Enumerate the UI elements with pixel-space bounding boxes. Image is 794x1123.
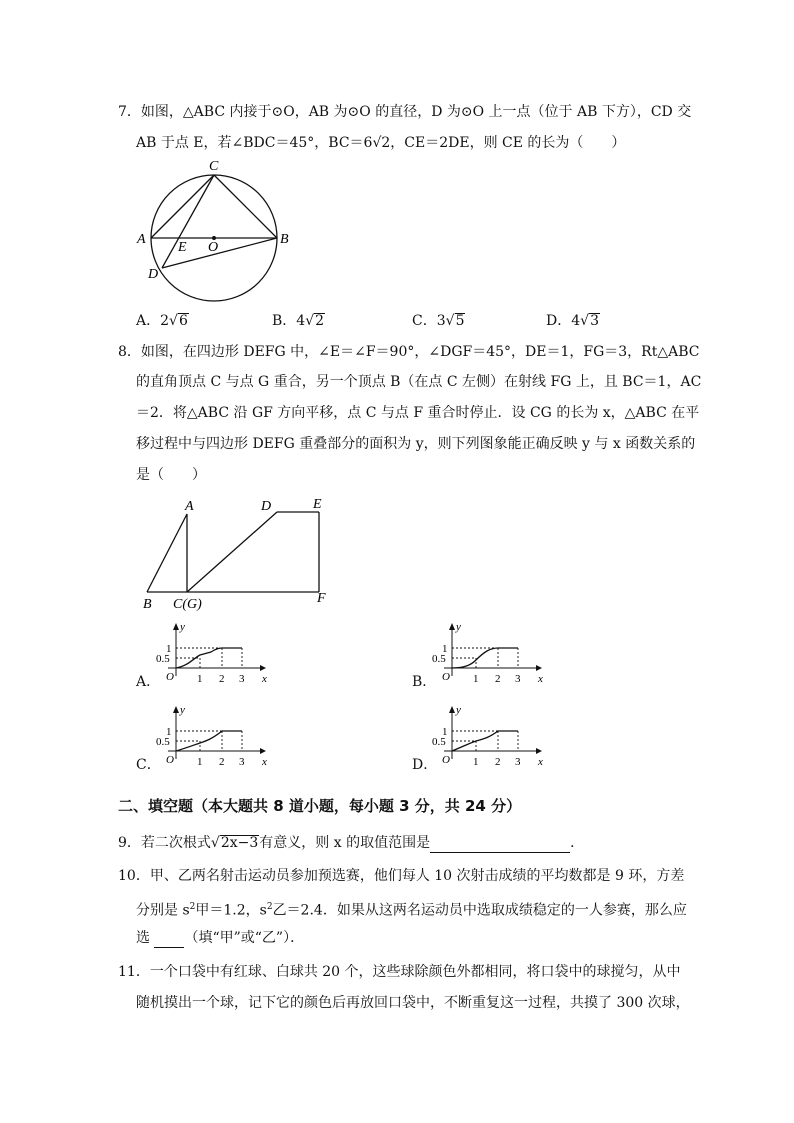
q10-line1: 10．甲、乙两名射击运动员参加预选赛，他们每人 10 次射击成绩的平均数都是 9 环，方差 — [118, 868, 685, 884]
segment-ac — [151, 175, 214, 238]
tick-y1: 1 — [442, 726, 448, 738]
segment-cb — [214, 175, 277, 238]
q7-option-b: B．4√2 — [272, 313, 325, 329]
origin-label: O — [166, 671, 174, 683]
q8-option-b-letter: B． — [412, 674, 437, 690]
q7-line1: 7．如图，△ABC 内接于⊙O，AB 为⊙O 的直径，D 为⊙O 上一点（位于 AB 下方），CD 交 — [118, 104, 692, 120]
label-e: E — [178, 240, 187, 255]
label-b: B — [143, 597, 152, 612]
x-label: x — [262, 756, 267, 768]
segment-gd — [187, 512, 277, 592]
y-label: y — [456, 621, 461, 633]
tick-y1: 1 — [166, 643, 172, 655]
y-label: y — [456, 704, 461, 716]
q10-line2: 分别是 $s^2$甲＝1.2，$s^2$乙＝2.4．如果从这两名运动员中选取成绩稳定的一人参赛，那么应 — [136, 902, 687, 919]
tick-1: 1 — [473, 673, 479, 685]
q11-line1: 11．一个口袋中有红球、白球共 20 个，这些球除颜色外都相同，将口袋中的球搅匀，从中 — [118, 964, 681, 980]
q8-option-a-graph — [156, 620, 266, 690]
tick-3: 3 — [515, 756, 521, 768]
q11-line2: 随机摸出一个球，记下它的颜色后再放回口袋中，不断重复这一过程，共摸了 300 次球， — [136, 995, 690, 1011]
q8-line2: 的直角顶点 C 与点 G 重合，另一个顶点 B（在点 C 左侧）在射线 FG 上，且 BC＝1，AC — [136, 374, 702, 390]
origin-label: O — [166, 754, 174, 766]
tick-1: 1 — [197, 673, 203, 685]
tick-3: 3 — [239, 756, 245, 768]
tick-2: 2 — [219, 673, 225, 685]
triangle-abc — [147, 514, 187, 592]
tick-y1: 1 — [442, 643, 448, 655]
y-axis-arrow — [449, 706, 455, 713]
y-axis-arrow — [173, 706, 179, 713]
q9-answer-blank[interactable] — [430, 836, 570, 853]
q9-radicand: 2x−3 — [220, 835, 259, 851]
segment-cd — [162, 175, 214, 268]
q9-line: 9．若二次根式√2x−3有意义，则 x 的取值范围是 ． — [118, 835, 585, 851]
tick-1: 1 — [473, 756, 479, 768]
tick-y05: 0.5 — [156, 736, 170, 748]
section-heading: 二、填空题（本大题共 8 道小题，每小题 3 分，共 24 分） — [118, 797, 522, 815]
label-a: A — [185, 499, 194, 514]
q7-option-a: A．2√6 — [136, 313, 188, 329]
tick-2: 2 — [495, 756, 501, 768]
q7-option-c: C．3√5 — [412, 313, 465, 329]
x-axis-arrow — [260, 665, 266, 671]
q8-option-d-graph — [432, 703, 542, 773]
tick-y05: 0.5 — [432, 653, 446, 665]
tick-1: 1 — [197, 756, 203, 768]
tick-y05: 0.5 — [156, 653, 170, 665]
q8-quadrilateral-figure — [135, 494, 345, 614]
y-axis-arrow — [173, 623, 179, 630]
q7-line2: AB 于点 E，若∠BDC＝45°，BC＝6√2，CE＝2DE，则 CE 的长为（ ） — [136, 135, 626, 151]
x-axis-arrow — [260, 748, 266, 754]
label-f: F — [317, 591, 326, 606]
tick-2: 2 — [495, 673, 501, 685]
q8-option-c-letter: C． — [136, 757, 161, 773]
tick-3: 3 — [515, 673, 521, 685]
q8-line3: ＝2．将△ABC 沿 GF 方向平移，点 C 与点 F 重合时停止．设 CG 的长为 x，△ABC 在平 — [136, 405, 700, 421]
label-o: O — [208, 240, 219, 255]
label-a: A — [137, 232, 146, 247]
label-cg: C(G) — [173, 597, 202, 612]
q8-line5: 是（ ） — [136, 467, 206, 483]
tick-3: 3 — [239, 673, 245, 685]
y-label: y — [180, 704, 185, 716]
q7-circle-figure — [130, 150, 300, 300]
tick-y05: 0.5 — [432, 736, 446, 748]
q8-option-a-letter: A． — [136, 674, 161, 690]
q7-option-d: D．4√3 — [546, 313, 599, 329]
q10-line3: 选 （填“甲”或“乙”）． — [136, 930, 305, 946]
label-d: D — [148, 267, 159, 282]
y-axis-arrow — [449, 623, 455, 630]
q8-option-b-graph — [432, 620, 542, 690]
label-e: E — [313, 497, 322, 512]
x-axis-arrow — [536, 665, 542, 671]
origin-label: O — [442, 671, 450, 683]
y-label: y — [180, 621, 185, 633]
label-b: B — [280, 232, 289, 247]
x-axis-arrow — [536, 748, 542, 754]
q8-line1: 8．如图，在四边形 DEFG 中，∠E＝∠F＝90°，∠DGF＝45°，DE＝1，FG＝3，Rt△ABC — [118, 344, 700, 360]
label-d: D — [261, 499, 272, 514]
origin-label: O — [442, 754, 450, 766]
x-label: x — [262, 673, 267, 685]
q8-line4: 移过程中与四边形 DEFG 重叠部分的面积为 y，则下列图象能正确反映 y 与 x 函数关系的 — [136, 436, 696, 452]
tick-y1: 1 — [166, 726, 172, 738]
label-c: C — [209, 159, 219, 174]
x-label: x — [538, 756, 543, 768]
q10-answer-blank[interactable] — [154, 931, 184, 948]
q8-option-c-graph — [156, 703, 266, 773]
q8-option-d-letter: D． — [412, 757, 438, 773]
x-label: x — [538, 673, 543, 685]
tick-2: 2 — [219, 756, 225, 768]
